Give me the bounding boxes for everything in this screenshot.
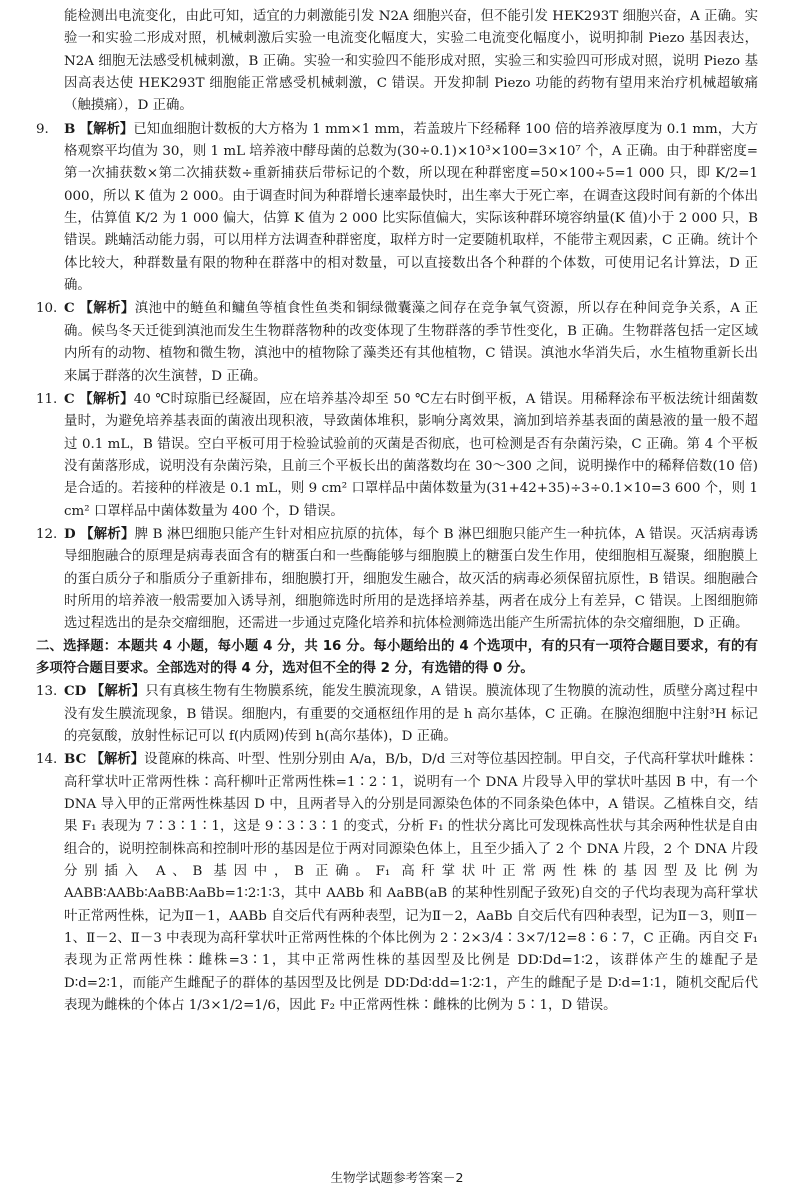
- answer-choice: C: [64, 390, 75, 407]
- answer-choice: D: [64, 525, 76, 542]
- analysis-text: 已知血细胞计数板的大方格为 1 mm×1 mm，若盖玻片下经稀释 100 倍的培养液厚度为 0.1 mm，大方格观察平均值为 30，则 1 mL 培养液中酵母菌的总数为(30÷0.1)×10³×100=3×10⁷ 个，A 正确。由于种群密度=第一次捕获数×第二次捕获数÷重新捕获后带标记的个数，所以现在种群密度=50×100÷5=1 000 只，即 K/2=1 000，所以 K 值为 2 000。由于调查时间为种群增长速率最快时，出生率大于死亡率，在调查这段时间有新的个体出生，估算值 K/2 为 1 000 偏大，估算 K 值为 2 000 比实际值偏大，实际该种群环境容纳量(K 值)小于 2 000 只，B 错误。跳蝻活动能力弱，可以用样方法调查种群密度，取样方时一定要随机取样，不能带主观因素，C 正确。统计个体比较大，种群数量有限的物种在群落中的相对数量，可以直接数出各个种群的个体数，可使用记名计算法，D 正确。: [64, 121, 759, 294]
- analysis-text: 滇池中的鲢鱼和鳙鱼等植食性鱼类和铜绿微囊藻之间存在竞争氧气资源，所以存在种间竞争关系，A 正确。候鸟冬天迁徙到滇池而发生生物群落物种的改变体现了生物群落的季节性变化，B 正确。生物群落包括一定区域内所有的动物、植物和微生物，滇池中的植物除了藻类还有其他植物，C 错误。滇池水华消失后，水生植物重新长出来属于群落的次生演替，D 正确。: [64, 301, 758, 384]
- question-number: 14.: [36, 752, 58, 768]
- answer-choice: B: [64, 120, 76, 137]
- answer-content: [36, 6, 758, 1017]
- answer-item-9: [36, 118, 758, 298]
- page-footer: 生物学试题参考答案－2: [330, 1170, 464, 1185]
- analysis-text: 脾 B 淋巴细胞只能产生针对相应抗原的抗体，每个 B 淋巴细胞只能产生一种抗体，A 错误。灭活病毒诱导细胞融合的原理是病毒表面含有的糖蛋白和一些酶能够与细胞膜上的糖蛋白发生作用，使细胞相互凝聚，细胞膜上的蛋白质分子和脂质分子重新排布，细胞膜打开，细胞发生融合，故灭活的病毒必须保留抗原性，B 错误。细胞融合时所用的培养液一般需要加入诱导剂，细胞筛选时所用的是选择培养基，两者在成分上有差异，C 错误。上图细胞筛选过程选出的是杂交瘤细胞，还需进一步通过克隆化培养和抗体检测筛选出能产生所需抗体的杂交瘤细胞，D 正确。: [64, 526, 758, 632]
- answer-item-11: [36, 388, 758, 523]
- analysis-tag: 【解析】: [79, 300, 135, 317]
- answer-item-13: [36, 680, 758, 748]
- answer-choice: CD: [64, 683, 87, 700]
- intro-paragraph: 能检测出电流变化，由此可知，适宜的力刺激能引发 N2A 细胞兴奋，但不能引发 HEK293T 细胞兴奋，A 正确。实验一和实验二形成对照，机械刺激后实验一电流变化幅度大，实验二电流变化幅度小，说明抑制 Piezo 基因表达，N2A 细胞无法感受机械刺激，B 正确。实验一和实验四不能形成对照，实验三和实验四可形成对照，说明 Piezo 基因高表达使 HEK293T 细胞能正常感受机械刺激，C 错误。开发抑制 Piezo 功能的药物有望用来治疗机械超敏痛（触摸痛），D 正确。: [64, 9, 758, 114]
- answer-item-12: [36, 523, 758, 636]
- section-heading: 二、选择题：本题共 4 小题，每小题 4 分，共 16 分。每小题给出的 4 个选项中，有的只有一项符合题目要求，有的有多项符合题目要求。全部选对的得 4 分，选对但不全的得 2 分，有选错的得 0 分。: [36, 638, 758, 676]
- analysis-tag: 【解析】: [90, 683, 146, 700]
- question-number: 13.: [36, 684, 58, 700]
- question-number: 11.: [36, 391, 58, 407]
- answer-choice: BC: [64, 751, 87, 768]
- question-number: 9.: [36, 121, 49, 137]
- question-number: 12.: [36, 526, 58, 542]
- analysis-text: 只有真核生物有生物膜系统，能发生膜流现象，A 错误。膜流体现了生物膜的流动性，质壁分离过程中没有发生膜流现象，B 错误。细胞内，有重要的交通枢纽作用的是 h 高尔基体，C 正确。在腺泡细胞中注射³H 标记的亮氨酸，放射性标记可以 f(内质网)传到 h(高尔基体)，D 正确。: [64, 684, 758, 744]
- analysis-text: 设蓖麻的株高、叶型、性别分别由 A/a，B/b，D/d 三对等位基因控制。甲自交，子代高秆掌状叶雌株∶高秆掌状叶正常两性株∶高秆柳叶正常两性株=1∶2∶1，说明有一个 DNA 片段导入甲的掌状叶基因 B 中，有一个 DNA 导入甲的正常两性株基因 D 中，且两者导入的分别是同源染色体的不同条染色体中，A 错误。乙植株自交，结果 F₁ 表现为 7∶3∶1∶1，这是 9∶3∶3∶1 的变式，分析 F₁ 的性状分离比可发现株高性状与其余两种性状是自由组合的，说明控制株高和控制叶形的基因是位于两对同源染色体上，且至少插入了 2 个 DNA 片段，2 个 DNA 片段分别插入 A、B 基因中，B 正确。F₁ 高秆掌状叶正常两性株的基因型及比例为 AABB∶AABb∶AaBB∶AaBb=1∶2∶1∶3，其中 AABb 和 AaBB(aB 的某种性别配子致死)自交的子代均表现为高秆掌状叶正常两性株，记为Ⅱ－1，AABb 自交后代有两种表型，记为Ⅱ－2，AaBb 自交后代有四种表型，记为Ⅱ－3，则Ⅱ－1、Ⅱ－2、Ⅱ－3 中表现为高秆掌状叶正常两性株的个体比例为 2∶2×3/4∶3×7/12=8∶6∶7，C 正确。丙自交 F₁ 表现为正常两性株∶雌株=3∶1，其中正常两性株的基因型及比例是 DD∶Dd=1∶2，该群体产生的雄配子是 D∶d=2∶1，而能产生雌配子的群体的基因型及比例是 DD∶Dd∶dd=1∶2∶1，产生的雌配子是 D∶d=1∶1，随机交配后代表现为雌株的个体占 1/3×1/2=1/6，因此 F₂ 中正常两性株∶雌株的比例为 5∶1，D 错误。: [64, 752, 758, 1014]
- analysis-tag: 【解析】: [90, 751, 145, 768]
- analysis-tag: 【解析】: [79, 120, 134, 137]
- analysis-text: 40 ℃时琼脂已经凝固，应在培养基冷却至 50 ℃左右时倒平板，A 错误。用稀释涂布平板法统计细菌数量时，为避免培养基表面的菌液出现积液，导致菌体堆积，影响分离效果，滴加到培养基表面的菌悬液的量一般不超过 0.1 mL，B 错误。空白平板可用于检验试验前的灭菌是否彻底，也可检测是否有杂菌污染，C 正确。第 4 个平板没有菌落形成，说明没有杂菌污染，且前三个平板长出的菌落数均在 30～300 之间，说明操作中的稀释倍数(10 倍)是合适的。若接种的样液是 0.1 mL，则 9 cm² 口罩样品中菌体数量为(31+42+35)÷3÷0.1×10=3 600 个，则 1 cm² 口罩样品中菌体数量为 400 个，D 错误。: [64, 391, 758, 519]
- answer-item-14: [36, 748, 758, 1017]
- analysis-tag: 【解析】: [80, 525, 135, 542]
- answer-item-10: [36, 297, 758, 387]
- answer-choice: C: [64, 300, 75, 317]
- analysis-tag: 【解析】: [79, 390, 134, 407]
- question-number: 10.: [36, 301, 58, 317]
